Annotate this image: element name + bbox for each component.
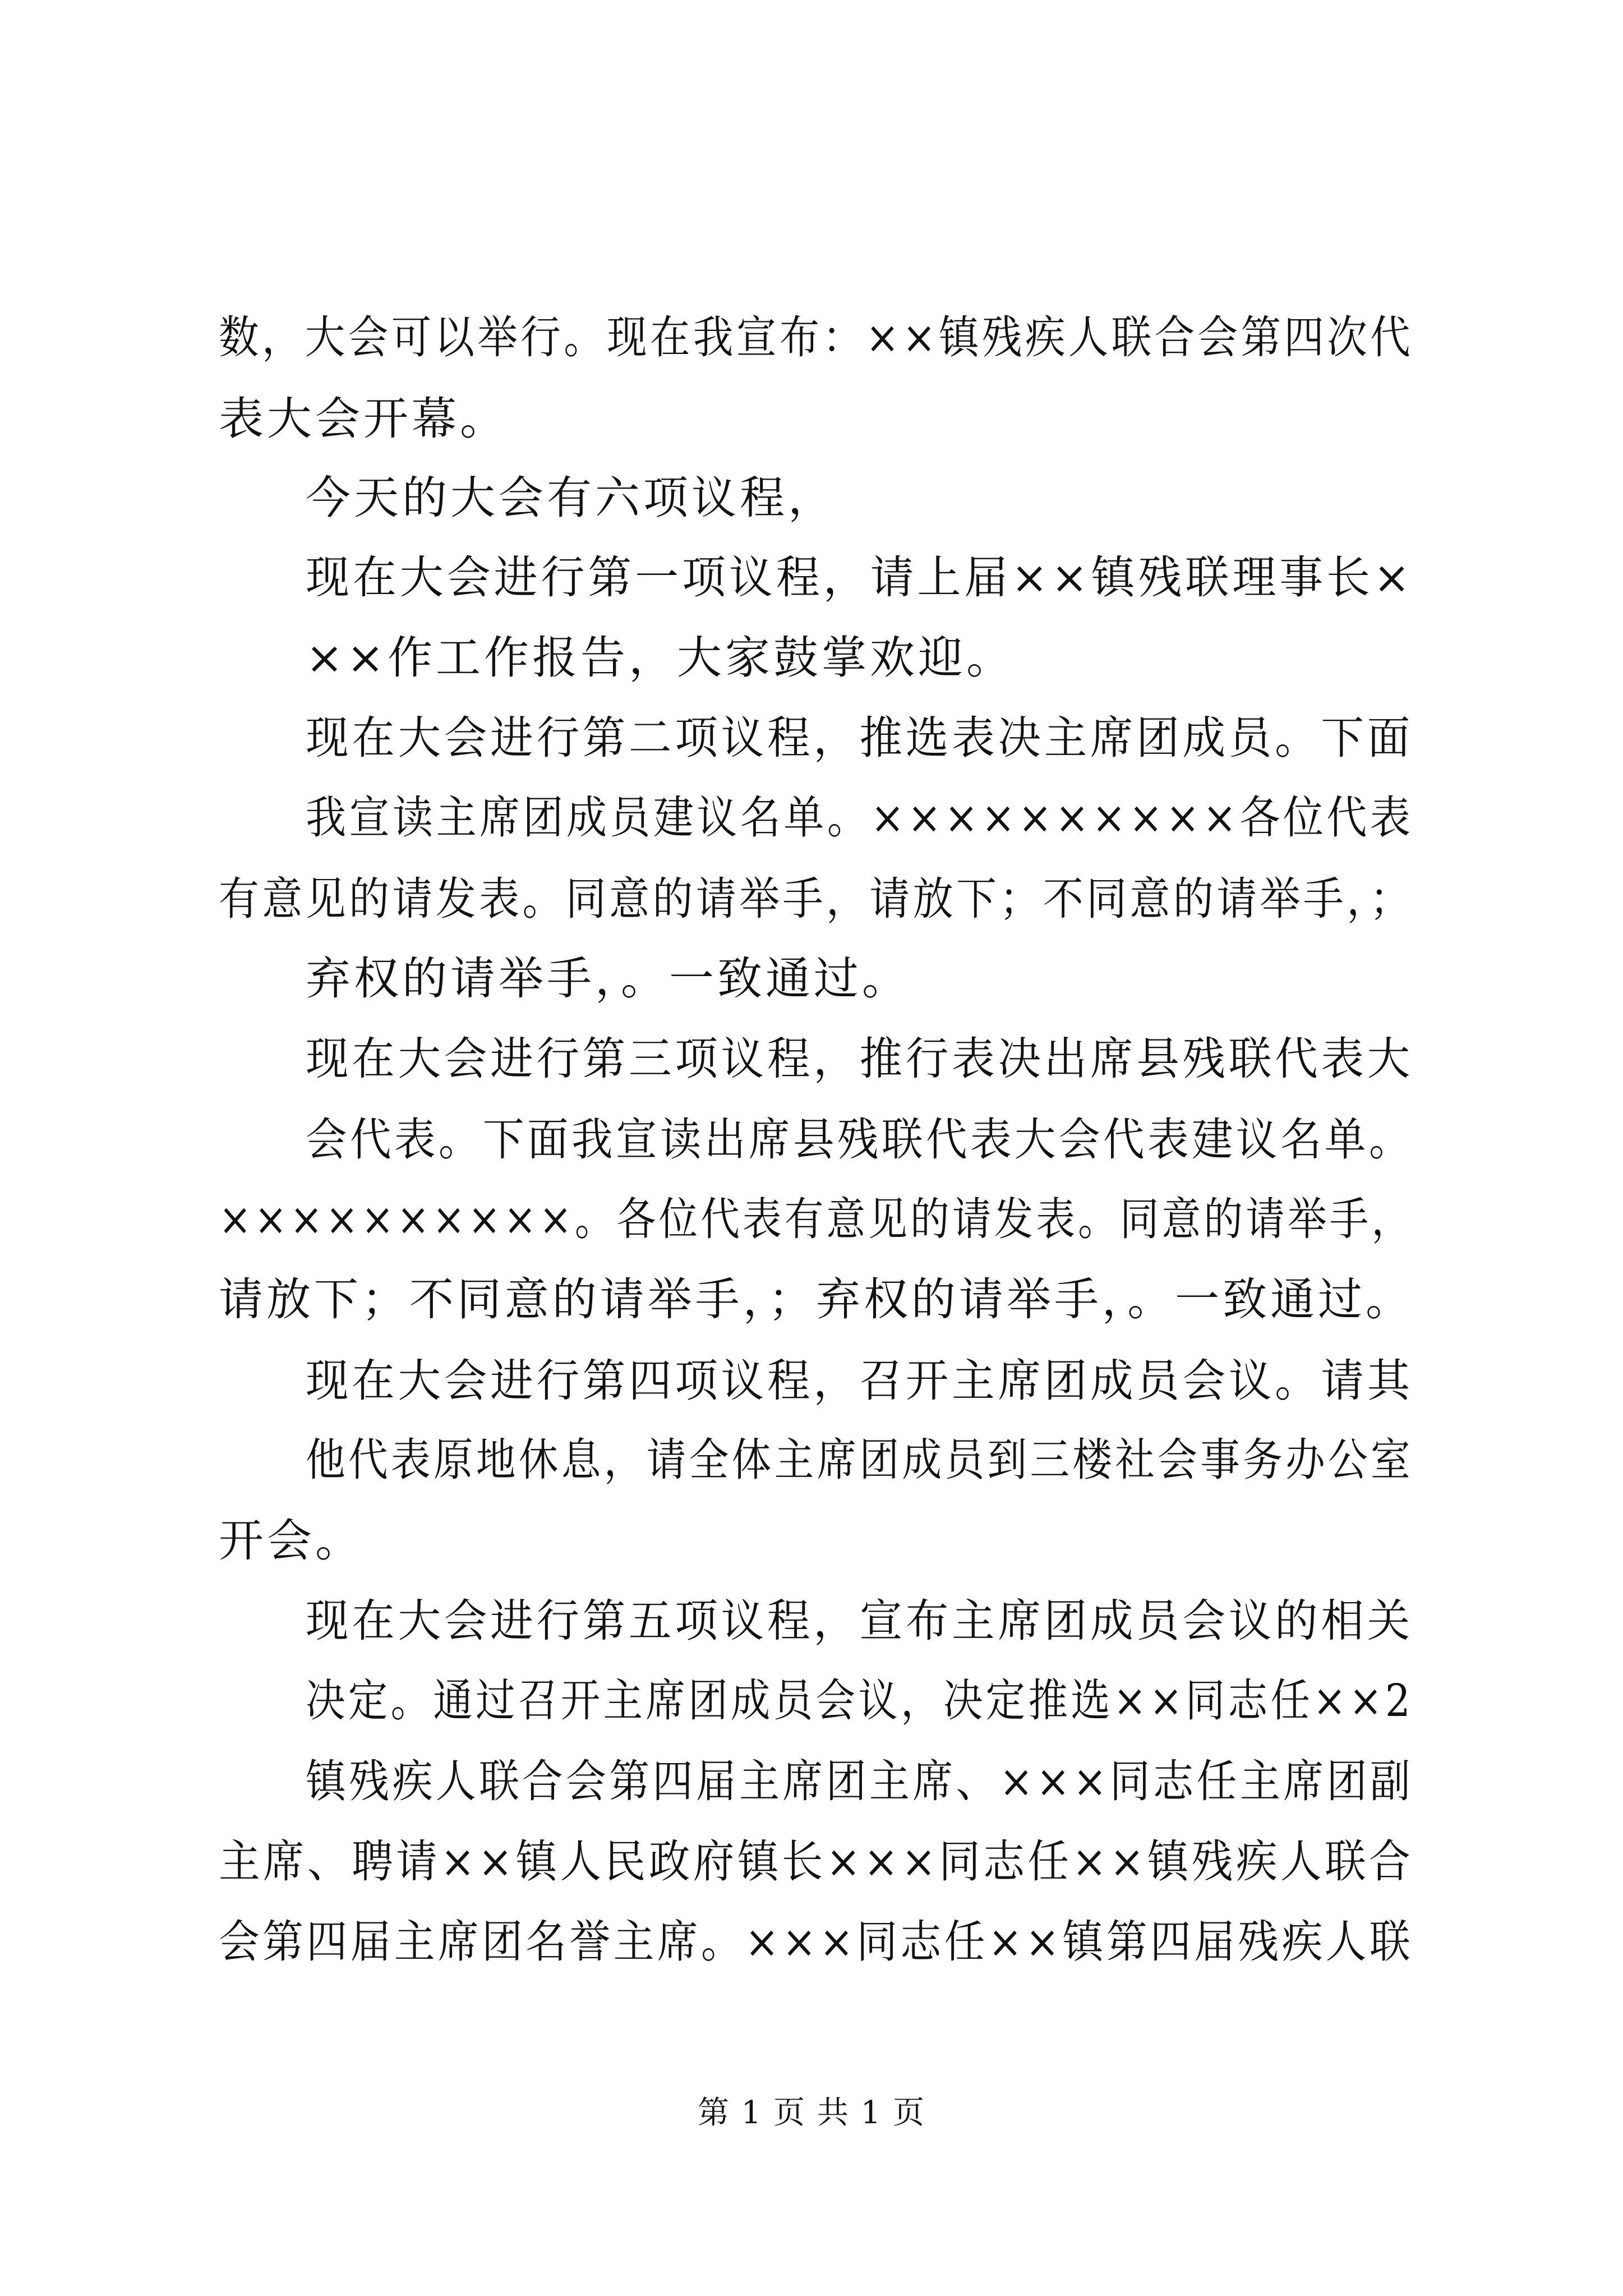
- body-text-line: 现在大会进行第三项议程，推行表决出席县残联代表大: [306, 1033, 1413, 1085]
- body-text-line: 现在大会进行第二项议程，推选表决主席团成员。下面: [306, 712, 1413, 764]
- body-text-line: 数，大会可以举行。现在我宣布：××镇残疾人联合会第四次代: [219, 311, 1414, 364]
- body-text-line: ××作工作报告，大家鼓掌欢迎。: [306, 632, 1015, 684]
- body-text-line: 镇残疾人联合会第四届主席团主席、×××同志任主席团副: [306, 1755, 1414, 1807]
- body-text-line: 有意见的请发表。同意的请举手，请放下；不同意的请举手，；: [219, 873, 1413, 925]
- body-text-line: 表大会开幕。: [219, 393, 508, 445]
- body-text-line: 会第四届主席团名誉主席。×××同志任××镇第四届残疾人联: [219, 1916, 1414, 1968]
- body-text-line: 决定。通过召开主席团成员会议，决定推选××同志任××2: [306, 1674, 1414, 1727]
- body-text-line: 请放下；不同意的请举手，；弃权的请举手，。一致通过。: [219, 1273, 1413, 1326]
- body-text-line: 会代表。下面我宣读出席县残联代表大会代表建议名单。: [306, 1114, 1413, 1166]
- page-number-footer: 第 1 页 共 1 页: [697, 2095, 926, 2131]
- body-text-line: 现在大会进行第一项议程，请上届××镇残联理事长×: [306, 551, 1414, 604]
- body-text-line: 现在大会进行第五项议程，宣布主席团成员会议的相关: [306, 1595, 1413, 1647]
- body-text-line: 他代表原地休息，请全体主席团成员到三楼社会事务办公室: [306, 1434, 1413, 1486]
- body-text-line: 现在大会进行第四项议程，召开主席团成员会议。请其: [306, 1355, 1413, 1407]
- body-text-line: 开会。: [219, 1515, 363, 1567]
- body-text-line: 弃权的请举手，。一致通过。: [306, 953, 910, 1005]
- body-text-line: 主席、聘请××镇人民政府镇长×××同志任××镇残疾人联合: [219, 1835, 1414, 1888]
- body-text-line: ××××××××××。各位代表有意见的请发表。同意的请举手，: [219, 1193, 1414, 1245]
- body-text-line: 今天的大会有六项议程，: [306, 472, 836, 524]
- body-text-line: 我宣读主席团成员建议名单。××××××××××各位代表: [306, 792, 1414, 844]
